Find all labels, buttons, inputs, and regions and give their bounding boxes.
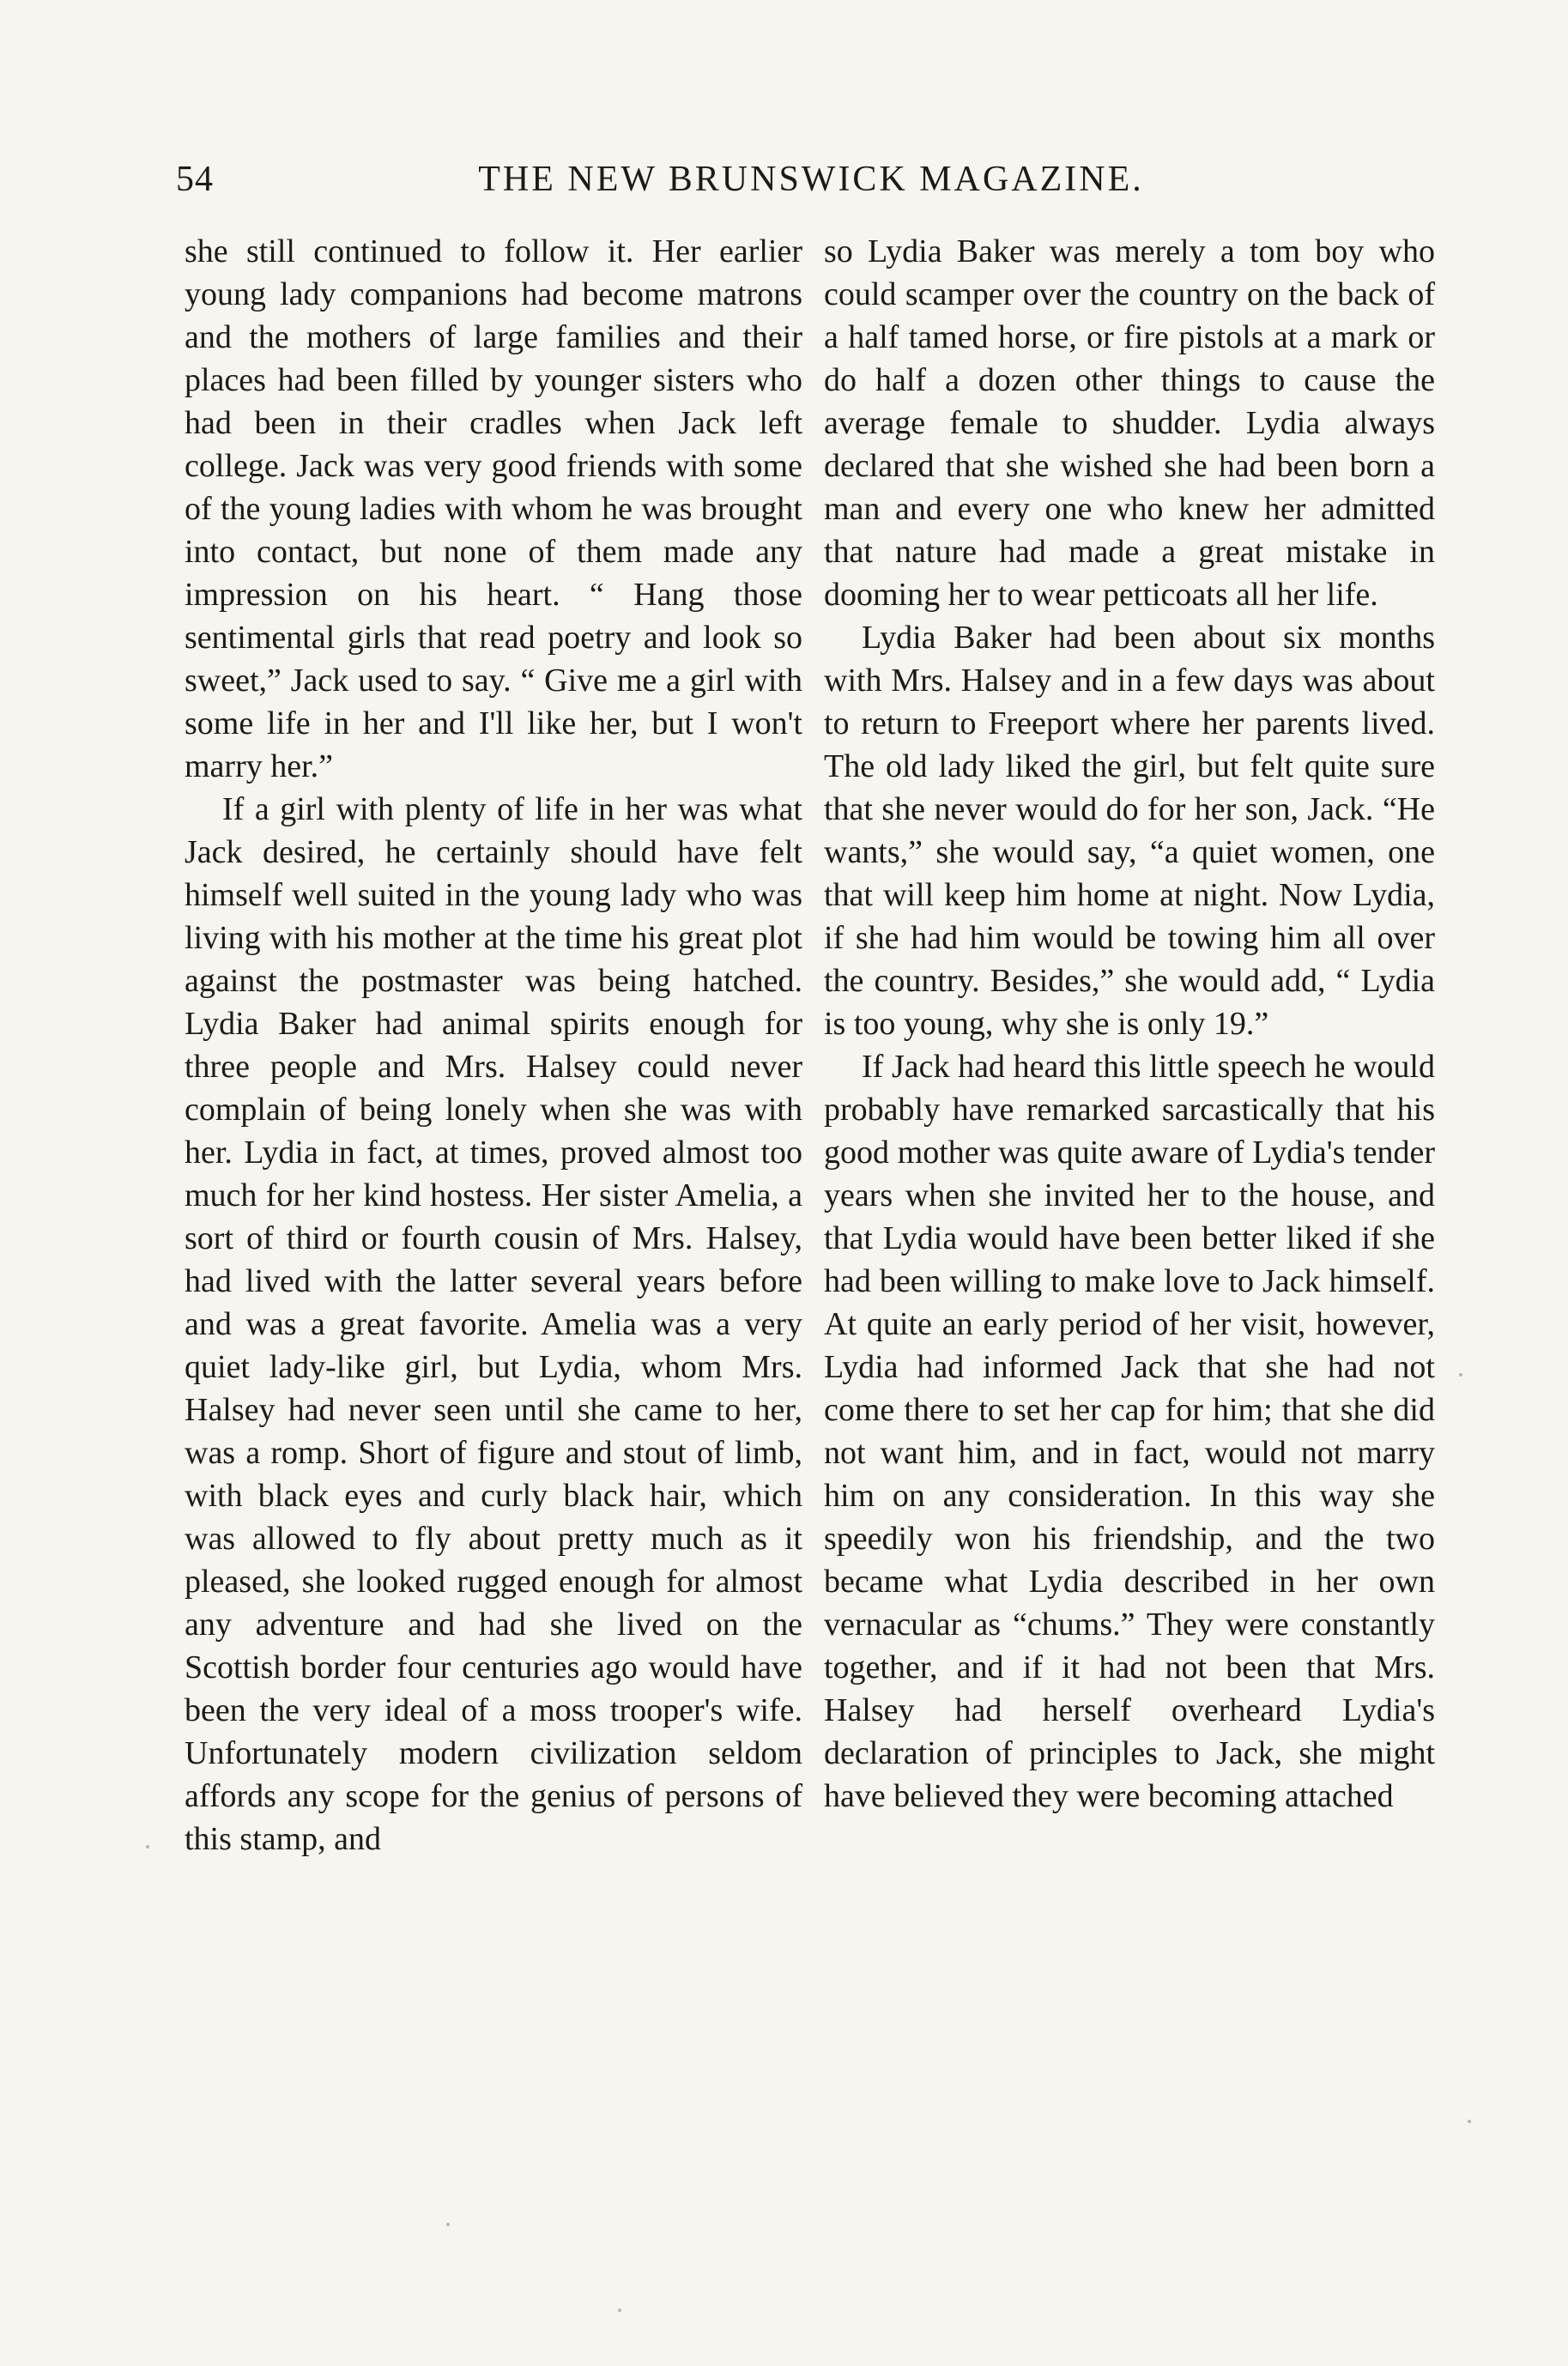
right-column (824, 230, 1435, 1818)
paragraph: Lydia Baker had been about six months with Mrs. Halsey and in a few days was about to return to Freeport where her parents lived. The old lady liked the girl, but felt quite sure that she never would do for her son, Jack. “He wants,” she would say, “a quiet women, one that will keep him home at night. Now Lydia, if she had him would be towing him all over the country. Besides,” she would add, “ Lydia is too young, why she is only 19.” (824, 620, 1435, 1042)
paragraph: If a girl with plenty of life in her was what Jack desired, he certainly should have felt himself well suited in the young lady who was living with his mother at the time his great plot against the postmaster was being hatched. Lydia Baker had animal spirits enough for three people and Mrs. Halsey could never complain of being lonely when she was with her. Lydia in fact, at times, proved almost too much for her kind hostess. Her sister Amelia, a sort of third or fourth cousin of Mrs. Halsey, had lived with the latter several years before and was a great favorite. Amelia was a very quiet lady-like girl, but Lydia, whom Mrs. Halsey had never seen until she came to her, was a romp. Short of figure and stout of limb, with black eyes and curly black hair, which was allowed to fly about pretty much as it pleased, she looked rugged enough for almost any adventure and had she lived on the Scottish border four centuries ago would have been the very ideal of a moss trooper's wife. Unfortunately modern civilization seldom affords any scope for the genius of persons of this stamp, and (185, 791, 802, 1857)
page-header (176, 159, 1446, 210)
paper-speck (1468, 2120, 1471, 2123)
paper-speck (618, 2309, 621, 2312)
paragraph: If Jack had heard this little speech he would probably have remarked sarcastically that his good mother was quite aware of Lydia's tender years when she invited her to the house, and that Lydia would have been better liked if she had been willing to make love to Jack himself. At quite an early period of her visit, however, Lydia had informed Jack that she had not come there to set her cap for him; that she did not want him, and in fact, would not marry him on any consideration. In this way she speedily won his friendship, and the two became what Lydia described in her own vernacular as “chums.” They were constantly together, and if it had not been that Mrs. Halsey had herself overheard Lydia's declaration of principles to Jack, she might have believed they were becoming attached (824, 1049, 1435, 1814)
paper-speck (446, 2223, 450, 2226)
paragraph: so Lydia Baker was merely a tom boy who could scamper over the country on the back of a half tamed horse, or fire pistols at a mark or do half a dozen other things to cause the average female to shudder. Lydia always declared that she wished she had been born a man and every one who knew her admitted that nature had made a great mistake in dooming her to wear petticoats all her life. (824, 233, 1435, 613)
paper-speck (1459, 1373, 1462, 1377)
paper-speck (146, 1845, 149, 1849)
left-column (185, 230, 802, 1861)
page-number: 54 (176, 160, 214, 199)
paragraph: she still continued to follow it. Her earlier young lady companions had become matrons and the mothers of large families and their places had been filled by younger sisters who had been in their cradles when Jack left college. Jack was very good friends with some of the young ladies with whom he was brought into contact, but none of them made any impression on his heart. “ Hang those sentimental girls that read poetry and look so sweet,” Jack used to say. “ Give me a girl with some life in her and I'll like her, but I won't marry her.” (185, 233, 802, 784)
running-title: THE NEW BRUNSWICK MAGAZINE. (478, 160, 1144, 199)
